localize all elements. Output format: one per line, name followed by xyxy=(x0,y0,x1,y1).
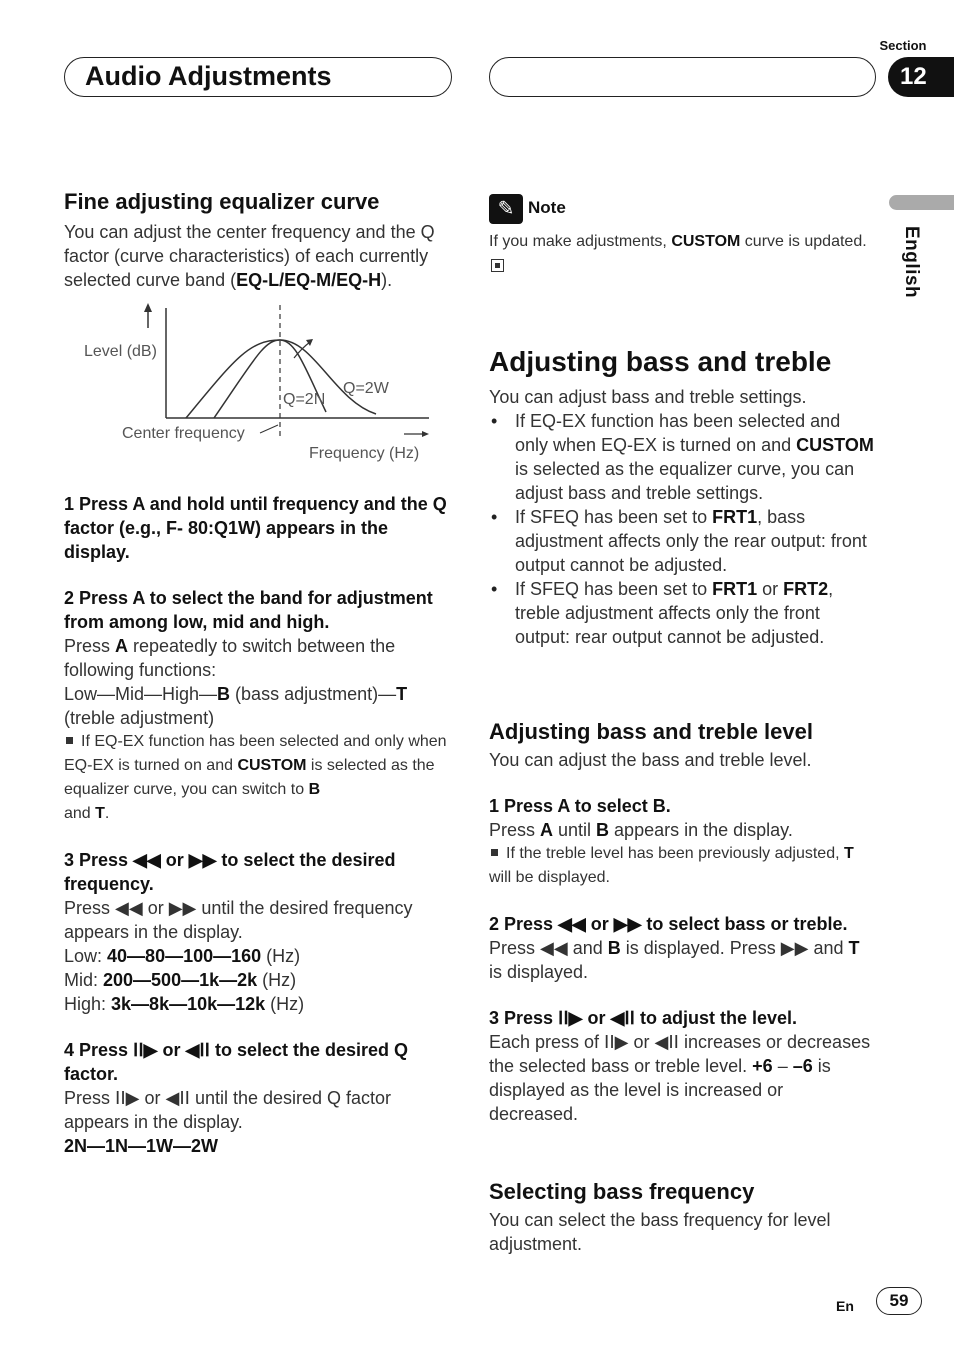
level-step-2-title: 2 Press ◀◀ or ▶▶ to select bass or treble. xyxy=(489,914,848,934)
step-3-title: 3 Press ◀◀ or ▶▶ to select the desired frequency. xyxy=(64,850,396,894)
text: is displayed as the level is increased or decreased. xyxy=(489,1056,831,1124)
button-a: A xyxy=(540,820,554,840)
bullet-item xyxy=(489,505,875,577)
curve-q-2w xyxy=(186,340,376,418)
text: Press xyxy=(64,636,116,656)
y-arrow-head xyxy=(144,303,152,312)
text: If EQ-EX function has been selected and only when EQ-EX is turned on and xyxy=(64,733,447,774)
custom-label: CUSTOM xyxy=(796,435,874,455)
text: is displayed. xyxy=(489,962,589,982)
text: and xyxy=(64,805,96,822)
text: Each press of ⅠⅠ▶ or ◀ⅠⅠ increases or decreases the selected bass or treble level. xyxy=(489,1032,871,1076)
level-step-1-body xyxy=(489,818,875,842)
b-label: B xyxy=(217,684,231,704)
button-a: A xyxy=(115,636,129,656)
note-square-icon xyxy=(491,849,498,856)
t-label: T xyxy=(848,938,860,958)
text: . xyxy=(104,805,110,822)
section-title-box xyxy=(64,57,452,97)
fine-adjust-section xyxy=(64,188,450,292)
text: If SFEQ has been set to xyxy=(515,507,713,527)
text: If the treble level has been previously adjusted, xyxy=(506,845,844,862)
eq-h-label: EQ-H xyxy=(336,270,382,290)
bullet-item xyxy=(489,409,875,505)
level-section xyxy=(489,718,875,1126)
footer-language: En xyxy=(836,1298,854,1314)
q-factor-values: 2N—1N—1W—2W xyxy=(64,1136,219,1156)
language-label: English xyxy=(901,226,922,299)
text: will be displayed. xyxy=(489,869,610,886)
fine-adjust-heading: Fine adjusting equalizer curve xyxy=(64,189,380,214)
level-label: Level (dB) xyxy=(84,343,157,360)
slash: / xyxy=(331,270,337,290)
note-text xyxy=(489,230,875,278)
text: Mid: xyxy=(64,970,104,990)
b-label: B xyxy=(596,820,610,840)
text: (treble adjustment) xyxy=(64,708,215,728)
text: Low: xyxy=(64,946,108,966)
level-step-1-note xyxy=(489,842,875,890)
note-square-icon xyxy=(66,737,73,744)
intro-text: You can adjust the center frequency and the Q factor (curve characteristics) of each currently selected curve band ( xyxy=(64,222,435,290)
frt1-label: FRT1 xyxy=(712,579,758,599)
section-number-badge: 12 xyxy=(888,57,954,97)
t-label: T xyxy=(843,845,854,862)
level-step-1-title: 1 Press A to select B. xyxy=(489,796,671,816)
center-frequency-label: Center frequency xyxy=(122,425,245,442)
custom-label: CUSTOM xyxy=(237,757,307,774)
minus-six: –6 xyxy=(792,1056,813,1076)
eq-m-label: EQ-M xyxy=(284,270,332,290)
bass-treble-intro: You can adjust bass and treble settings. xyxy=(489,387,807,407)
x-arrow-head xyxy=(422,431,429,437)
text: , bass adjustment affects only the rear output: front output cannot be adjusted. xyxy=(515,507,867,575)
values: 3k—8k—10k—12k xyxy=(111,994,266,1014)
text: If you make adjustments, xyxy=(489,233,672,250)
level-step-2-body xyxy=(489,936,875,984)
step-2-sequence xyxy=(64,682,450,730)
header-blank-box xyxy=(489,57,876,97)
unit: (Hz) xyxy=(257,970,297,990)
bass-treble-heading: Adjusting bass and treble xyxy=(489,346,832,377)
step-2-title: 2 Press A to select the band for adjustment from among low, mid and high. xyxy=(64,588,433,632)
note-label: Note xyxy=(528,198,566,217)
level-step-3-body xyxy=(489,1030,875,1126)
text: repeatedly to switch between the following functions: xyxy=(64,636,396,680)
b-label: B xyxy=(607,938,621,958)
frequency-label: Frequency (Hz) xyxy=(309,445,420,462)
q-2n-label: Q=2N xyxy=(283,391,326,408)
text: If SFEQ has been set to xyxy=(515,579,713,599)
page-number: 59 xyxy=(876,1287,922,1315)
end-mark-icon xyxy=(491,259,504,272)
note-pen-icon: ✎ xyxy=(489,194,523,224)
bass-frequency-intro: You can select the bass frequency for level adjustment. xyxy=(489,1210,831,1254)
section-label: Section xyxy=(879,38,927,53)
text: is displayed. Press ▶▶ and xyxy=(620,938,849,958)
mid-frequencies xyxy=(64,968,450,992)
text: (bass adjustment)— xyxy=(230,684,397,704)
text: – xyxy=(772,1056,793,1076)
text: is selected as the equalizer curve, you can switch to xyxy=(64,757,435,798)
level-step-3-title: 3 Press ⅠⅠ▶ or ◀ⅠⅠ to adjust the level. xyxy=(489,1008,798,1028)
text: High: xyxy=(64,994,112,1014)
text: or xyxy=(757,579,784,599)
values: 200—500—1k—2k xyxy=(103,970,258,990)
step-1-title: 1 Press A and hold until frequency and the Q factor (e.g., F- 80:Q1W) appears in the display. xyxy=(64,494,447,562)
level-intro: You can adjust the bass and treble level. xyxy=(489,750,812,770)
text: Press ◀◀ and xyxy=(489,938,608,958)
step-4-body: Press ⅠⅠ▶ or ◀ⅠⅠ until the desired Q factor appears in the display. xyxy=(64,1088,392,1132)
page-title: Audio Adjustments xyxy=(85,61,332,91)
t-label: T xyxy=(95,805,105,822)
step-2-body xyxy=(64,634,450,682)
step-4-title: 4 Press ⅠⅠ▶ or ◀ⅠⅠ to select the desired Q factor. xyxy=(64,1040,409,1084)
text: is selected as the equalizer curve, you can adjust bass and treble settings. xyxy=(515,459,855,503)
bass-frequency-heading: Selecting bass frequency xyxy=(489,1179,755,1204)
b-label: B xyxy=(308,781,321,798)
unit: (Hz) xyxy=(265,994,305,1014)
intro-text-end: ). xyxy=(381,270,393,290)
text: until xyxy=(553,820,597,840)
fine-adjust-intro xyxy=(64,220,450,292)
steps-section xyxy=(64,492,450,1158)
bullet-item xyxy=(489,577,875,649)
step-3-body: Press ◀◀ or ▶▶ until the desired frequency appears in the display. xyxy=(64,898,413,942)
center-frequency-pointer xyxy=(260,425,278,433)
q-factor-diagram xyxy=(64,300,444,470)
custom-label: CUSTOM xyxy=(671,233,741,250)
slash: / xyxy=(279,270,285,290)
unit: (Hz) xyxy=(261,946,301,966)
low-frequencies xyxy=(64,944,450,968)
bass-frequency-section xyxy=(489,1178,875,1256)
text: appears in the display. xyxy=(609,820,793,840)
step-2-note xyxy=(64,730,450,826)
language-tab xyxy=(889,195,954,210)
text: , treble adjustment affects only the front output: rear output cannot be adjusted. xyxy=(515,579,834,647)
t-label: T xyxy=(396,684,408,704)
bass-treble-section xyxy=(489,345,875,649)
q-2w-label: Q=2W xyxy=(343,380,389,397)
plus-six: +6 xyxy=(752,1056,773,1076)
values: 40—80—100—160 xyxy=(107,946,262,966)
frt1-label: FRT1 xyxy=(712,507,758,527)
text: Low—Mid—High— xyxy=(64,684,218,704)
text: Press xyxy=(489,820,541,840)
frt2-label: FRT2 xyxy=(783,579,829,599)
level-heading: Adjusting bass and treble level xyxy=(489,719,813,744)
text: curve is updated. xyxy=(740,233,867,250)
text: If EQ-EX function has been selected and only when EQ-EX is turned on and xyxy=(515,411,841,455)
high-frequencies xyxy=(64,992,450,1016)
eq-l-label: EQ-L xyxy=(236,270,280,290)
